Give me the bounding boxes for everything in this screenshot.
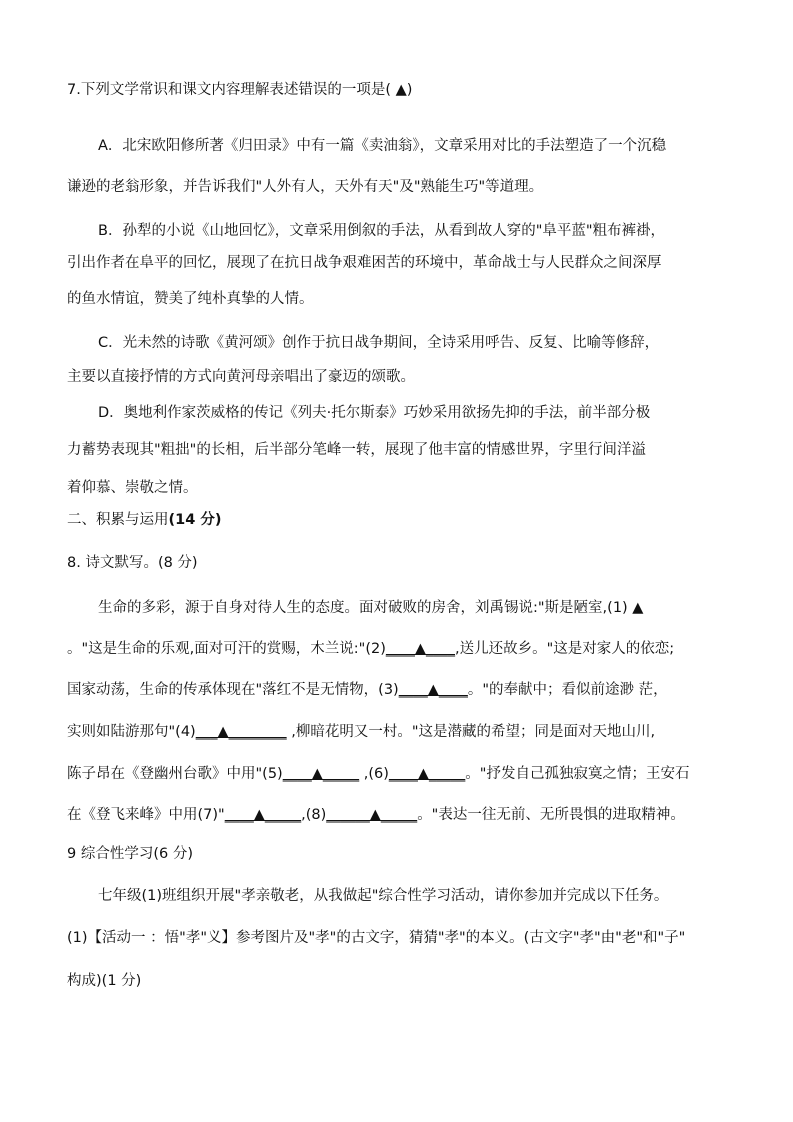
q7-option-a-line2: 谦逊的老翁形象，并告诉我们"人外有人，天外有天"及"熟能生巧"等道理。 — [67, 179, 544, 195]
q8-line5-text-b: 。"抒发自己孤独寂寞之情；王安石 — [465, 766, 690, 782]
q8-line2-text-b: ,送儿还故乡。"这是对家人的依恋; — [455, 641, 675, 657]
q8-line5-text-a: 陈子昂在《登幽州台歌》中用"(5) — [67, 766, 283, 782]
blank-8[interactable]: ______▲_____ — [326, 807, 418, 823]
section-2-heading — [67, 510, 221, 530]
q7-option-c-line2: 主要以直接抒情的方式向黄河母亲唱出了豪迈的颂歌。 — [67, 369, 415, 385]
q8-line5-text-mid: ,(6) — [359, 766, 389, 782]
q8-line3-text-b: 。"的奉献中；看似前途渺 茫， — [467, 682, 668, 698]
q9-part1-line1: (1)【活动一 ：悟"孝"义】参考图片及"孝"的古文字，猜猜"孝"的本义。(古文字"孝"由"老"和"子" — [67, 930, 686, 946]
q8-line2-text-a: 。"这是生命的乐观,面对可汗的赏赐，木兰说:"(2) — [67, 641, 386, 657]
q8-line3 — [67, 680, 668, 700]
q8-line6-text-mid: ,(8) — [301, 807, 327, 823]
q7-option-d-line2: 力蓄势表现其"粗拙"的长相，后半部分笔峰一转，展现了他丰富的情感世界，字里行间洋溢 — [67, 442, 646, 458]
blank-4[interactable]: ___▲________ — [195, 724, 287, 740]
q7-option-d-line1: D．奥地利作家茨威格的传记《列夫·托尔斯泰》巧妙采用欲扬先抑的手法，前半部分极 — [98, 405, 651, 421]
blank-5[interactable]: ____▲_____ — [282, 766, 360, 782]
blank-2[interactable]: ____▲____ — [385, 641, 456, 657]
q8-line4 — [67, 722, 655, 742]
q8-line3-text-a: 国家动荡，生命的传承体现在"落红不是无情物，(3) — [67, 682, 399, 698]
q8-line6 — [67, 805, 685, 825]
q7-option-d-line3: 着仰慕、崇敬之情。 — [67, 480, 198, 496]
q9-title: 9 综合性学习(6 分) — [67, 846, 193, 862]
q7-option-b-line1: B．孙犁的小说《山地回忆》，文章采用倒叙的手法，从看到故人穿的"阜平蓝"粗布裤褂， — [98, 223, 666, 239]
q9-intro: 七年级(1)班组织开展"孝亲敬老，从我做起"综合性学习活动，请你参加并完成以下任务。 — [98, 888, 669, 904]
q8-title: 8. 诗文默写。(8 分) — [67, 555, 198, 571]
section-2-title: 二、积累与运用 — [67, 512, 169, 528]
q8-line2 — [67, 639, 674, 659]
blank-3[interactable]: ____▲____ — [398, 682, 468, 698]
q7-option-c-line1: C．光未然的诗歌《黄河颂》创作于抗日战争期间，全诗采用呼告、反复、比喻等修辞， — [98, 335, 660, 351]
q8-line6-text-a: 在《登飞来峰》中用(7)" — [67, 807, 225, 823]
q7-option-b-line3: 的鱼水情谊，赞美了纯朴真挚的人情。 — [67, 291, 314, 307]
blank-7[interactable]: ____▲_____ — [224, 807, 302, 823]
q8-line5 — [67, 764, 689, 784]
blank-6[interactable]: ____▲_____ — [388, 766, 466, 782]
q7-option-a-line1: A．北宋欧阳修所著《归田录》中有一篇《卖油翁》，文章采用对比的手法塑造了一个沉稳 — [98, 138, 667, 154]
q8-line1: 生命的多彩，源于自身对待人生的态度。面对破败的房舍，刘禹锡说:"斯是陋室,(1) ▲ — [98, 600, 644, 616]
q9-part1-line2: 构成)(1 分) — [67, 973, 142, 989]
q8-line4-text-a: 实则如陆游那句"(4) — [67, 724, 196, 740]
q8-line4-text-b: ,柳暗花明又一村。"这是潜藏的希望；同是面对天地山川, — [286, 724, 656, 740]
section-2-score: (14 分) — [168, 512, 222, 528]
q8-line6-text-b: 。"表达一往无前、无所畏惧的进取精神。 — [417, 807, 685, 823]
q7-option-b-line2: 引出作者在阜平的回忆，展现了在抗日战争艰难困苦的环境中，革命战士与人民群众之间深厚 — [67, 255, 662, 271]
q7-stem: 7.下列文学常识和课文内容理解表述错误的一项是( ▲) — [67, 82, 413, 98]
